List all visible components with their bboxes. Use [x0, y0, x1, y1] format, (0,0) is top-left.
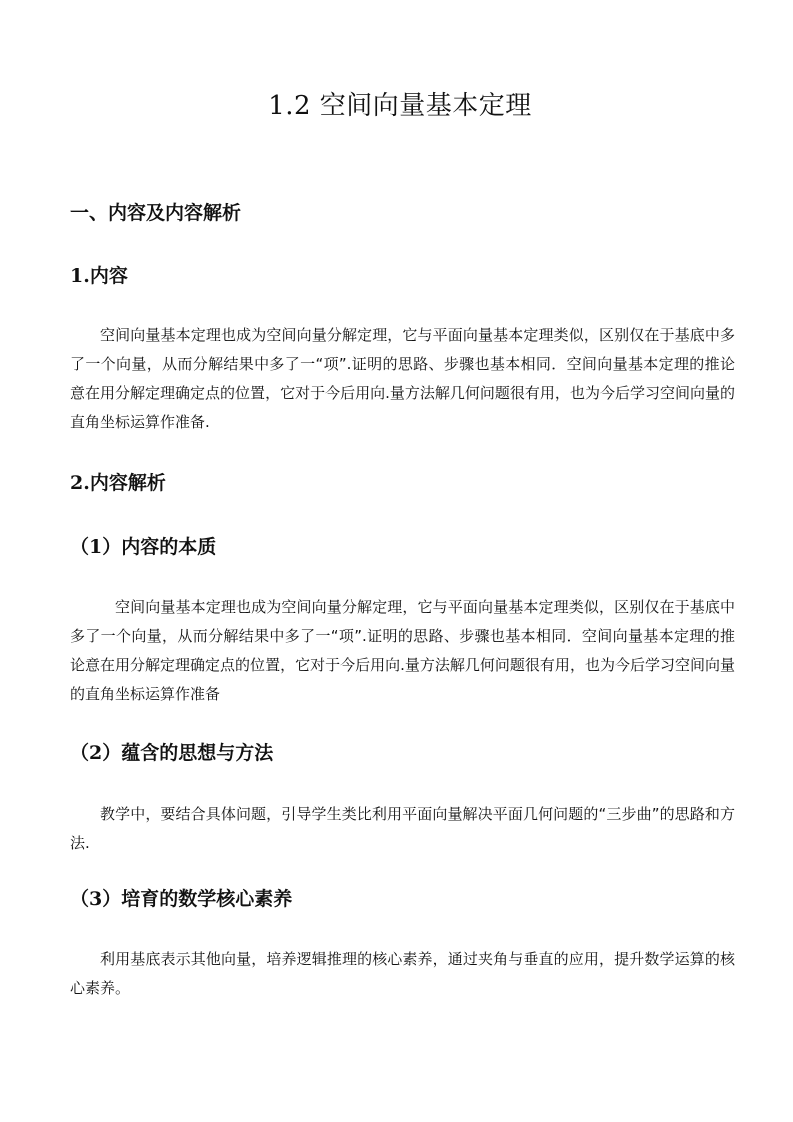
- heading-core-literacy: （3）培育的数学核心素养: [70, 888, 293, 910]
- heading-ideas-and-methods: （2）蕴含的思想与方法: [70, 742, 274, 764]
- section-heading-content-and-analysis: 一、内容及内容解析: [70, 202, 242, 224]
- subsection-heading-content: 1.内容: [70, 265, 128, 287]
- ideas-paragraph: 教学中，要结合具体问题，引导学生类比利用平面向量解决平面几何问题的“三步曲”的思路和方法.: [70, 805, 735, 852]
- essence-paragraph: 空间向量基本定理也成为空间向量分解定理，它与平面向量基本定理类似，区别仅在于基底中多了一个向量，从而分解结果中多了一“项”.证明的思路、步骤也基本相同．空间向量基本定理的推论意在用分解定理确定点的位置，它对于今后用向.量方法解几何问题很有用，也为今后学习空间向量的直角坐标运算作准备: [70, 598, 735, 703]
- document-title: 1.2 空间向量基本定理: [268, 91, 532, 121]
- heading-essence: （1）内容的本质: [70, 536, 217, 558]
- subsection-heading-analysis: 2.内容解析: [70, 472, 166, 494]
- content-paragraph: 空间向量基本定理也成为空间向量分解定理，它与平面向量基本定理类似，区别仅在于基底中多了一个向量，从而分解结果中多了一“项”.证明的思路、步骤也基本相同．空间向量基本定理的推论意在用分解定理确定点的位置，它对于今后用向.量方法解几何问题很有用，也为今后学习空间向量的直角坐标运算作准备.: [70, 326, 735, 431]
- literacy-paragraph: 利用基底表示其他向量，培养逻辑推理的核心素养，通过夹角与垂直的应用，提升数学运算的核心素养。: [70, 950, 735, 997]
